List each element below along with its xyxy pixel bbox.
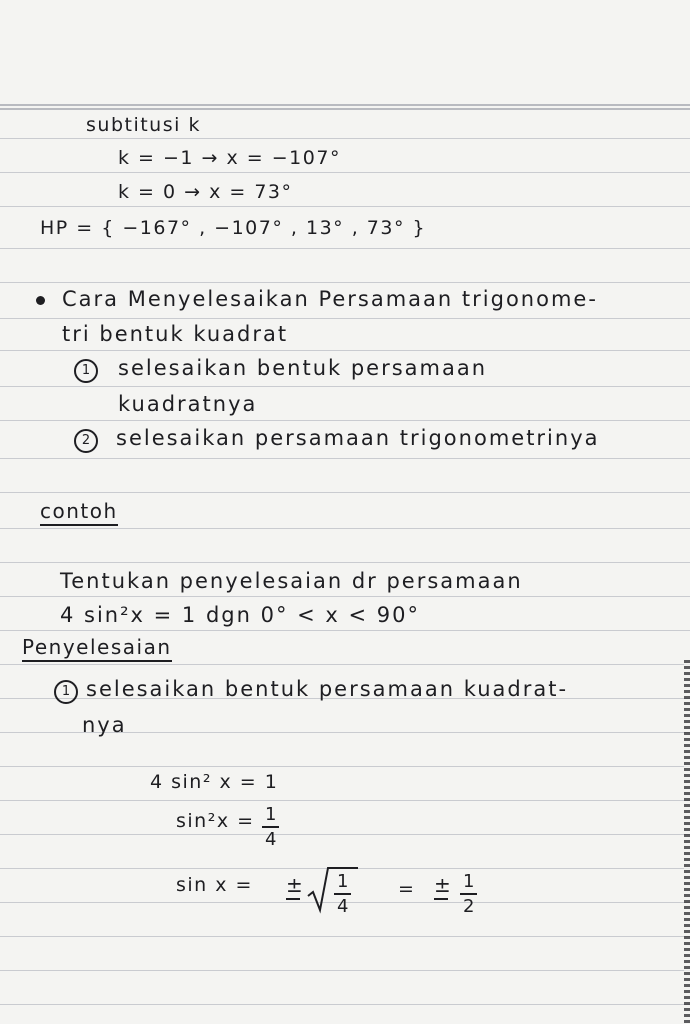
plus-minus-sign: ± bbox=[286, 873, 305, 897]
plus-minus-underline bbox=[286, 898, 300, 900]
fraction-one-half bbox=[460, 873, 477, 916]
solution-step-one-continued: nya bbox=[82, 713, 127, 737]
ruled-line bbox=[0, 766, 690, 767]
k-minus-one-line: k = −1 → x = −107° bbox=[118, 147, 341, 169]
fraction-under-root bbox=[334, 873, 351, 916]
ruled-line bbox=[0, 834, 690, 835]
ruled-line bbox=[0, 386, 690, 387]
ruled-line bbox=[0, 458, 690, 459]
solution-heading: Penyelesaian bbox=[22, 637, 172, 662]
example-problem-line-two: 4 sin²x = 1 dgn 0° < x < 90° bbox=[60, 603, 420, 627]
ruled-line bbox=[0, 800, 690, 801]
solution-step-one: selesaikan bentuk persamaan kuadrat- bbox=[86, 677, 569, 701]
fraction-denominator: 4 bbox=[265, 829, 277, 850]
bullet-point bbox=[36, 296, 45, 305]
fraction-one-quarter bbox=[262, 806, 279, 849]
ruled-line bbox=[0, 630, 690, 631]
equals-sign: = bbox=[398, 878, 416, 900]
ruled-line bbox=[0, 970, 690, 971]
plus-minus-sign: ± bbox=[434, 873, 453, 897]
notebook-top-rule bbox=[0, 108, 690, 110]
equation-one: 4 sin² x = 1 bbox=[150, 771, 279, 793]
ruled-line bbox=[0, 420, 690, 421]
method-heading: Cara Menyelesaikan Persamaan trigonome- bbox=[62, 287, 598, 311]
ruled-line bbox=[0, 1004, 690, 1005]
ruled-line bbox=[0, 664, 690, 665]
fraction-numerator: 1 bbox=[334, 873, 351, 895]
ruled-line bbox=[0, 282, 690, 283]
notebook-top-rule bbox=[0, 104, 690, 106]
step-number-badge: 2 bbox=[74, 429, 98, 453]
ruled-line bbox=[0, 562, 690, 563]
example-heading: contoh bbox=[40, 501, 118, 526]
step-number-badge: 1 bbox=[54, 680, 78, 704]
ruled-line bbox=[0, 138, 690, 139]
ruled-line bbox=[0, 936, 690, 937]
method-step-one: selesaikan bentuk persamaan bbox=[118, 356, 488, 380]
fraction-denominator: 2 bbox=[463, 896, 475, 917]
method-heading-continued: tri bentuk kuadrat bbox=[62, 322, 289, 346]
equation-three-lhs: sin x = bbox=[176, 874, 253, 896]
equation-two-lhs: sin²x = bbox=[176, 810, 255, 832]
ruled-line bbox=[0, 248, 690, 249]
ruled-line bbox=[0, 318, 690, 319]
method-step-one-continued: kuadratnya bbox=[118, 392, 258, 416]
ruled-line bbox=[0, 596, 690, 597]
ruled-line bbox=[0, 350, 690, 351]
method-step-two: selesaikan persamaan trigonometrinya bbox=[116, 426, 600, 450]
ruled-line bbox=[0, 206, 690, 207]
plus-minus-underline bbox=[434, 898, 448, 900]
k-zero-line: k = 0 → x = 73° bbox=[118, 181, 293, 203]
substitution-label: subtitusi k bbox=[86, 114, 201, 136]
fraction-numerator: 1 bbox=[460, 873, 477, 895]
page-binding-edge bbox=[684, 660, 690, 1024]
solution-set-line: HP = { −167° , −107° , 13° , 73° } bbox=[40, 217, 427, 239]
ruled-line bbox=[0, 492, 690, 493]
fraction-denominator: 4 bbox=[337, 896, 349, 917]
fraction-numerator: 1 bbox=[262, 806, 279, 828]
step-number-badge: 1 bbox=[74, 359, 98, 383]
ruled-line bbox=[0, 172, 690, 173]
ruled-line bbox=[0, 528, 690, 529]
example-problem-line-one: Tentukan penyelesaian dr persamaan bbox=[60, 569, 523, 593]
